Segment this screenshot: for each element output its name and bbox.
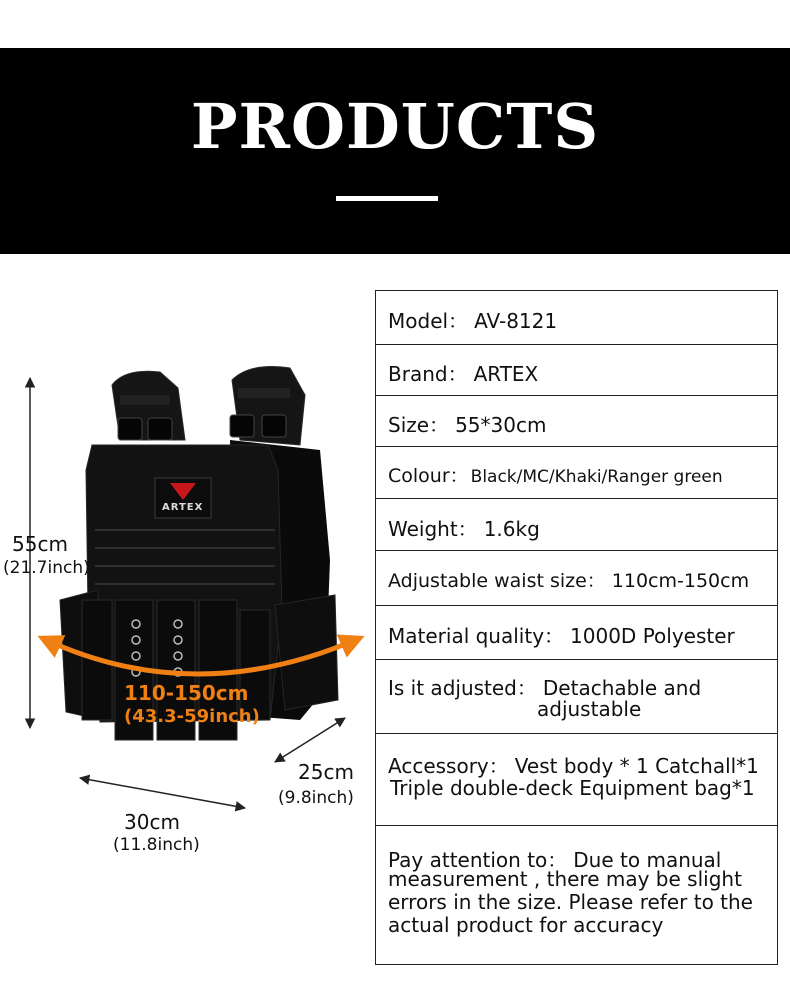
spec-label: Size： [388, 413, 450, 437]
spec-row-weight [376, 499, 777, 551]
spec-row-size [376, 396, 777, 447]
page-title: PRODUCTS [190, 90, 600, 163]
waist-inch-label: (43.3-59inch) [124, 706, 260, 727]
waist-cm-label: 110-150cm [124, 681, 249, 705]
spec-value-line2: Triple double-deck Equipment bag*1 [390, 776, 755, 800]
spec-row-attention [376, 826, 777, 966]
spec-label: Model： [388, 309, 469, 333]
spec-label: Adjustable waist size： [388, 570, 606, 592]
width-arrow [80, 778, 245, 808]
spec-row-adjusted [376, 660, 777, 734]
title-underline [336, 196, 438, 201]
spec-value-line3: errors in the size. Please refer to the [388, 890, 753, 914]
spec-label: Material quality： [388, 624, 565, 648]
depth-arrow [275, 718, 345, 762]
spec-value: 1000D Polyester [570, 624, 735, 648]
spec-value-line2: adjustable [537, 697, 642, 721]
product-image [0, 255, 372, 995]
spec-value: Due to manual [573, 848, 722, 872]
spec-row-colour [376, 447, 777, 499]
spec-value: ARTEX [473, 362, 539, 386]
spec-label: Colour： [388, 465, 469, 487]
width-cm-label: 30cm [124, 810, 180, 834]
depth-inch-label: (9.8inch) [278, 788, 354, 808]
spec-value: Detachable and [542, 676, 702, 700]
spec-value-line2: measurement , there may be slight [388, 867, 742, 891]
depth-cm-label: 25cm [298, 760, 354, 784]
spec-row-accessory [376, 734, 777, 826]
spec-value: Black/MC/Khaki/Ranger green [470, 467, 723, 487]
spec-table [375, 290, 778, 965]
spec-value: 55*30cm [455, 413, 547, 437]
spec-label: Accessory： [388, 754, 509, 778]
spec-value-line4: actual product for accuracy [388, 913, 664, 937]
spec-label: Is it adjusted： [388, 676, 537, 700]
height-inch-label: (21.7inch) [3, 558, 90, 578]
spec-label: Pay attention to： [388, 848, 568, 872]
spec-value: AV-8121 [474, 309, 558, 333]
patch-brand: ARTEX [162, 502, 204, 513]
spec-row-brand [376, 345, 777, 396]
spec-value: 1.6kg [483, 517, 540, 541]
spec-value: Vest body * 1 Catchall*1 [514, 754, 759, 778]
height-cm-label: 55cm [12, 532, 68, 556]
spec-value: 110cm-150cm [611, 570, 750, 592]
spec-label: Brand： [388, 362, 468, 386]
spec-row-waist [376, 551, 777, 606]
spec-label: Weight： [388, 517, 478, 541]
width-inch-label: (11.8inch) [113, 835, 200, 855]
spec-row-material [376, 606, 777, 660]
spec-row-model [376, 291, 777, 345]
